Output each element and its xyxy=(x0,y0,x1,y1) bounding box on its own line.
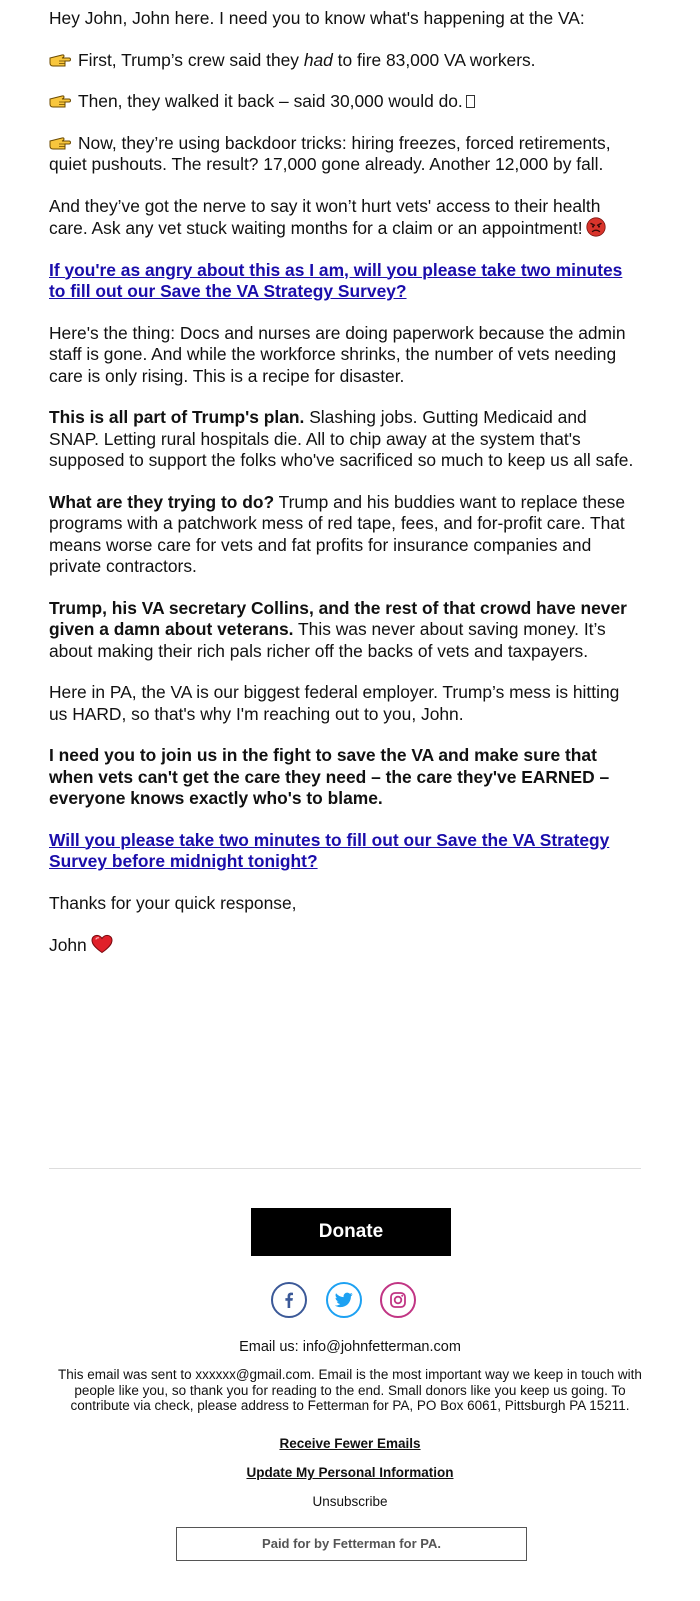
instagram-button[interactable] xyxy=(380,1282,416,1318)
twitter-button[interactable] xyxy=(326,1282,362,1318)
paragraph-thing: Here's the thing: Docs and nurses are doing paperwork because the admin staff is gone. And while the workforce shrinks, the number of vets needing care is only rising. This is a recipe for disaster. xyxy=(49,322,626,386)
bullet-text: Now, they’re using backdoor tricks: hiring freezes, forced retirements, quiet pushouts. The result? 17,000 gone already. Another 12,000 by fall. xyxy=(49,132,611,174)
receive-fewer-emails-link[interactable]: Receive Fewer Emails xyxy=(279,1436,421,1451)
trying-bold-text: What are they trying to do? xyxy=(49,491,275,512)
twitter-icon xyxy=(335,1292,353,1308)
pointing-hand-icon xyxy=(49,53,71,67)
missing-glyph-icon xyxy=(466,95,475,108)
survey-link-paragraph-2 xyxy=(49,830,641,873)
paragraph-text: Slashing jobs. Gutting Medicaid and SNAP. Letting rural hospitals die. All to chip away at the system that's supposed to support the folks who've sacrificed so much to keep us all safe. xyxy=(49,407,634,470)
pointing-hand-icon xyxy=(49,94,71,108)
heart-icon xyxy=(91,934,113,954)
paragraph-collins xyxy=(49,598,641,663)
paragraph-text: And they’ve got the nerve to say it won’t hurt vets' access to their health care. Ask any vet stuck waiting months for a claim or an appointment! xyxy=(49,195,601,238)
collins-bold-text: Trump, his VA secretary Collins, and the rest of that crowd have never given a damn about veterans. xyxy=(49,597,627,639)
paid-for-disclaimer: Paid for by Fetterman for PA. xyxy=(176,1527,527,1561)
email-contact: Email us: info@johnfetterman.com xyxy=(239,1339,461,1355)
angry-face-icon xyxy=(586,217,606,237)
bullet-text: First, Trump’s crew said they xyxy=(78,49,304,70)
paragraph-trying xyxy=(49,492,641,578)
signature xyxy=(49,934,641,957)
bullet-text: Then, they walked it back – said 30,000 would do. xyxy=(78,91,463,111)
signature-name: John xyxy=(49,935,87,955)
plan-bold-text: This is all part of Trump's plan. xyxy=(49,407,305,427)
footer-divider xyxy=(49,1168,641,1169)
bullet-item xyxy=(49,91,641,113)
survey-link-2[interactable]: Will you please take two minutes to fill out our Save the VA Strategy Survey before midnight tonight? xyxy=(49,829,610,871)
thanks: Thanks for your quick response, xyxy=(49,892,297,913)
paragraph-text: This was never about saving money. It’s about making their rich pals richer off the backs of vets and taxpayers. xyxy=(49,619,606,661)
bullet-emphasis: had xyxy=(303,49,333,70)
paragraph-join xyxy=(49,745,641,810)
facebook-button[interactable] xyxy=(271,1282,307,1318)
paragraph-plan xyxy=(49,407,641,472)
facebook-icon xyxy=(280,1291,298,1309)
footer-disclaimer: This email was sent to xxxxxx@gmail.com. Email is the most important way we keep in touch with people like you, so thank you for reading to the end. Small donors like you keep us going. To contribute via check, please address to Fetterman for PA, PO Box 6061, Pittsburgh PA 15211. xyxy=(58,1367,642,1413)
greeting: Hey John, John here. I need you to know what's happening at the VA: xyxy=(49,8,585,28)
join-bold-text: I need you to join us in the fight to save the VA and make sure that when vets can't get the care they need – the care they've EARNED – everyone knows exactly who's to blame. xyxy=(49,745,610,808)
unsubscribe-link[interactable]: Unsubscribe xyxy=(312,1494,388,1509)
survey-link-paragraph xyxy=(49,260,641,303)
bullet-text: to fire 83,000 VA workers. xyxy=(332,49,536,70)
paragraph-nerve xyxy=(49,196,641,240)
update-info-link[interactable]: Update My Personal Information xyxy=(246,1465,454,1480)
bullet-item xyxy=(49,50,641,72)
email-body xyxy=(49,0,641,957)
instagram-icon xyxy=(389,1291,407,1309)
bullet-item xyxy=(49,133,641,176)
donate-button[interactable]: Donate xyxy=(251,1208,451,1256)
paragraph-text: Trump and his buddies want to replace these programs with a patchwork mess of red tape, fees, and for-profit care. That means worse care for vets and fat profits for insurance companies and private contractors. xyxy=(49,491,626,576)
pointing-hand-icon xyxy=(49,136,71,150)
survey-link[interactable]: If you're as angry about this as I am, will you please take two minutes to fill out our Save the VA Strategy Survey? xyxy=(49,259,623,301)
paragraph-pa: Here in PA, the VA is our biggest federal employer. Trump’s mess is hitting us HARD, so that's why I'm reaching out to you, John. xyxy=(49,682,620,724)
